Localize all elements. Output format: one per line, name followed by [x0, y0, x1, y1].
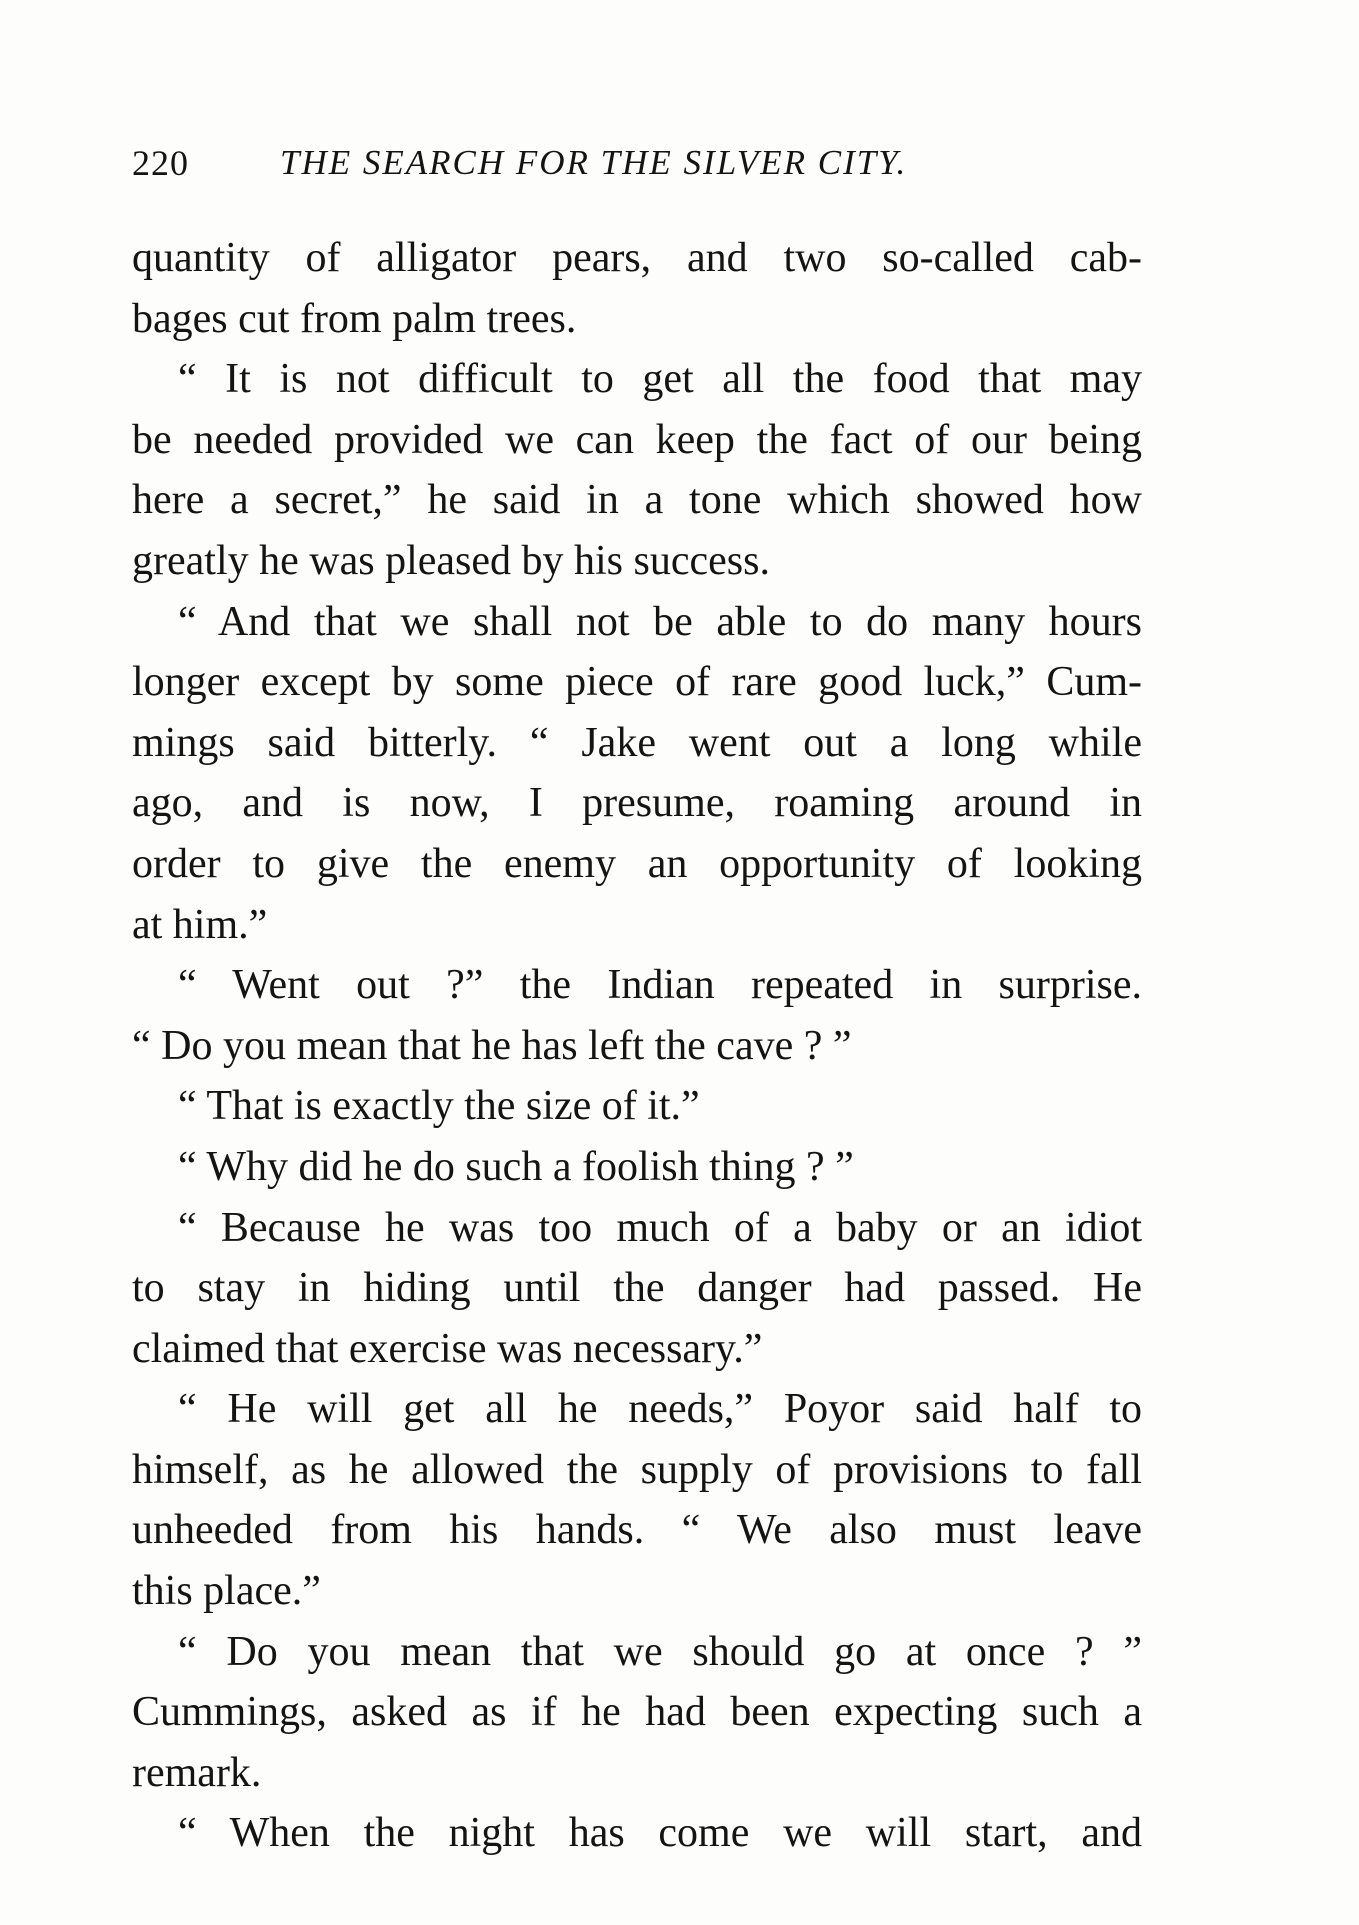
text-line: “ Because he was too much of a baby or an idiot [178, 1204, 1142, 1251]
text-line: himself, as he allowed the supply of provisions to fall [132, 1446, 1142, 1493]
text-line: here a secret,” he said in a tone which showed how [132, 477, 1142, 524]
running-head [132, 138, 1142, 188]
text-line: this place.” [132, 1568, 321, 1615]
text-line: unheeded from his hands. “ We also must leave [132, 1507, 1142, 1554]
text-line: “ Went out ?” the Indian repeated in surprise. [178, 962, 1142, 1009]
text-line: “ Why did he do such a foolish thing ? ” [178, 1143, 854, 1190]
text-line: “ And that we shall not be able to do many hours [178, 598, 1142, 645]
text-line: remark. [132, 1749, 262, 1796]
text-line: be needed provided we can keep the fact of our being [132, 416, 1142, 463]
body-text [132, 228, 1142, 1864]
text-line: at him.” [132, 901, 268, 948]
text-line: Cummings, asked as if he had been expecting such a [132, 1689, 1142, 1736]
text-line: “ Do you mean that he has left the cave ? ” [132, 1022, 852, 1069]
book-title: THE SEARCH FOR THE SILVER CITY. [280, 143, 908, 182]
text-line: claimed that exercise was necessary.” [132, 1325, 763, 1372]
text-line: to stay in hiding until the danger had passed. He [132, 1265, 1142, 1312]
text-line: “ That is exactly the size of it.” [178, 1083, 700, 1130]
page-number: 220 [132, 143, 189, 183]
text-line: “ It is not difficult to get all the food that may [178, 356, 1142, 403]
text-line: mings said bitterly. “ Jake went out a long while [132, 719, 1142, 766]
text-line: “ He will get all he needs,” Poyor said half to [178, 1386, 1142, 1433]
text-line: bages cut from palm trees. [132, 295, 577, 342]
text-line: order to give the enemy an opportunity of looking [132, 840, 1142, 887]
text-line: ago, and is now, I presume, roaming around in [132, 780, 1142, 827]
text-line: greatly he was pleased by his success. [132, 537, 770, 584]
text-line: “ When the night has come we will start, and [178, 1810, 1142, 1857]
text-line: quantity of alligator pears, and two so-called cab- [132, 235, 1142, 281]
text-line: “ Do you mean that we should go at once ? ” [178, 1628, 1142, 1675]
text-line: longer except by some piece of rare good luck,” Cum- [132, 659, 1142, 706]
